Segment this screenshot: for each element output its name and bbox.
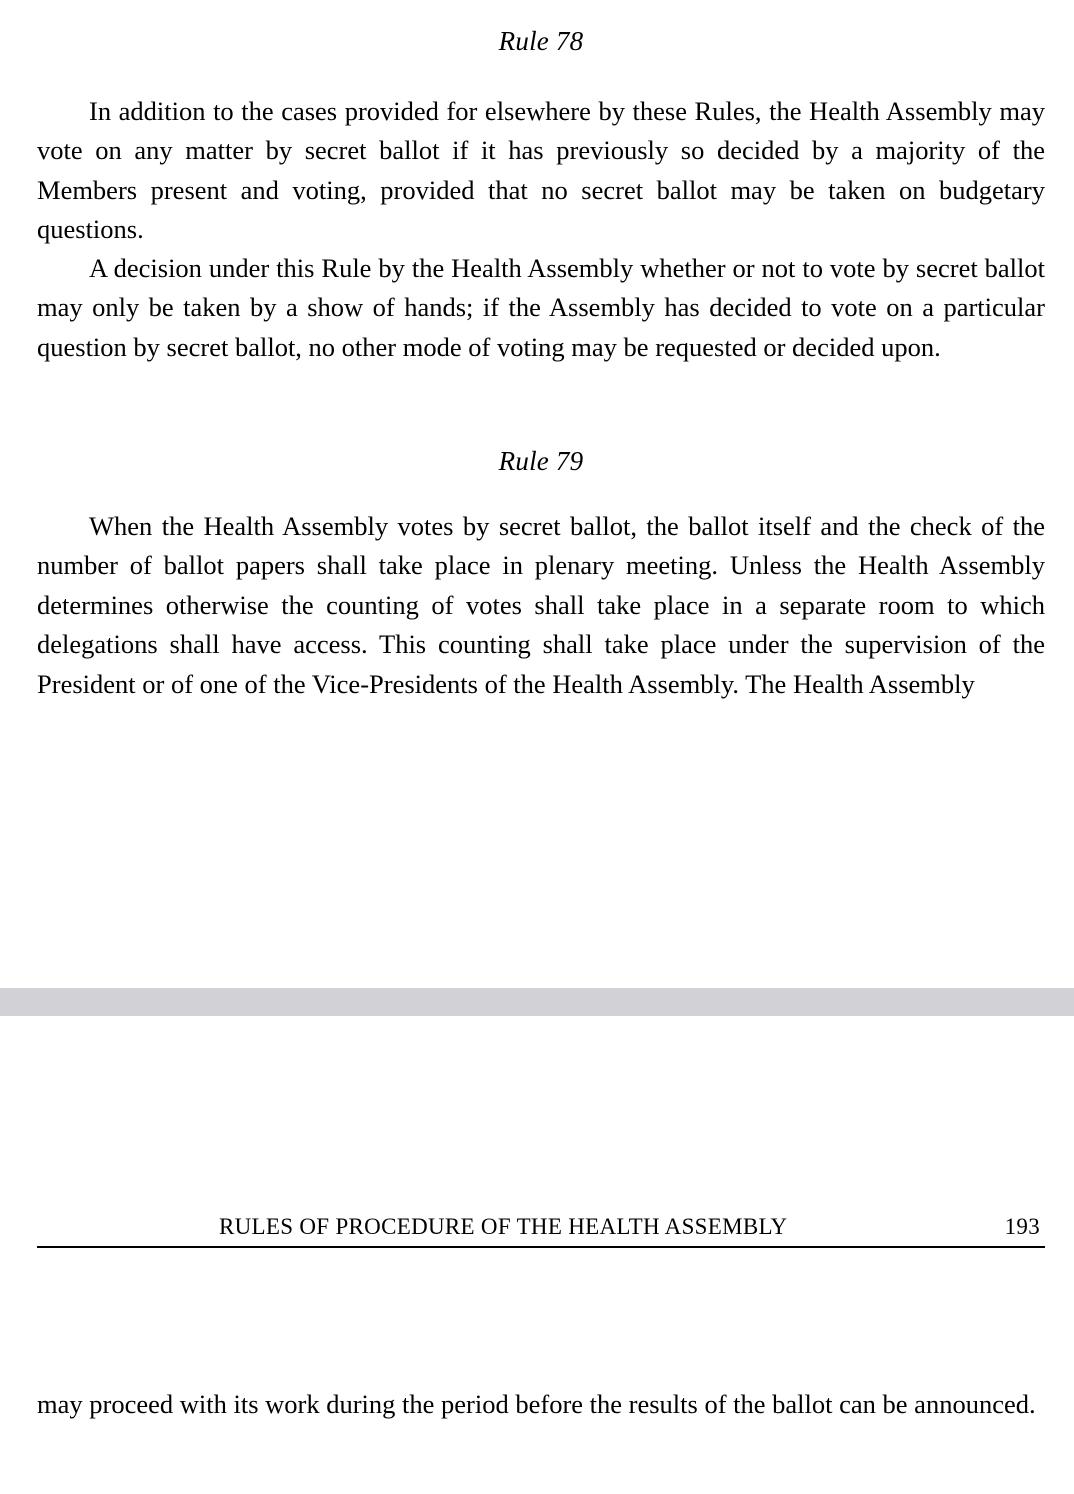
rule-79-paragraph-1-block — [37, 507, 1045, 704]
page-break-separator — [0, 988, 1074, 1016]
footer-row — [37, 1212, 1045, 1242]
rule-78-paragraph-2: A decision under this Rule by the Health Assembly whether or not to vote by secret ballot may only be taken by a show of hands; if the Assembly has decided to vote on a particular question by secret ballot, no other mode of voting may be requested or decided upon. — [37, 253, 1045, 362]
next-page-paragraph-block — [37, 1385, 1045, 1424]
next-page-paragraph-1: may proceed with its work during the period before the results of the ballot can be announced. — [37, 1389, 1036, 1419]
rule-78-section — [37, 26, 1045, 57]
rule-78-heading: Rule 78 — [498, 26, 584, 56]
footer-running-title: RULES OF PROCEDURE OF THE HEALTH ASSEMBLY — [219, 1214, 788, 1239]
footer-divider — [37, 1246, 1045, 1248]
rule-78-paragraph-2-block — [37, 249, 1045, 367]
page-footer — [37, 1212, 1045, 1248]
rule-79-section — [37, 446, 1045, 477]
rule-78-paragraph-1: In addition to the cases provided for elsewhere by these Rules, the Health Assembly may vote on any matter by secret ballot if it has previously so decided by a majority of the Members present and voting, provided that no secret ballot may be taken on budgetary questions. — [37, 96, 1045, 245]
footer-page-number: 193 — [1004, 1214, 1040, 1239]
rule-79-heading: Rule 79 — [498, 446, 584, 476]
rule-78-paragraph-1-block — [37, 92, 1045, 250]
rule-79-paragraph-1: When the Health Assembly votes by secret ballot, the ballot itself and the check of the number of ballot papers shall take place in plenary meeting. Unless the Health Assembly determines otherwise the counting of votes shall take place in a separate room to which delegations shall have access. This counting shall take place under the supervision of the President or of one of the Vice-Presidents of the Health Assembly. The Health Assembly — [37, 511, 1045, 699]
